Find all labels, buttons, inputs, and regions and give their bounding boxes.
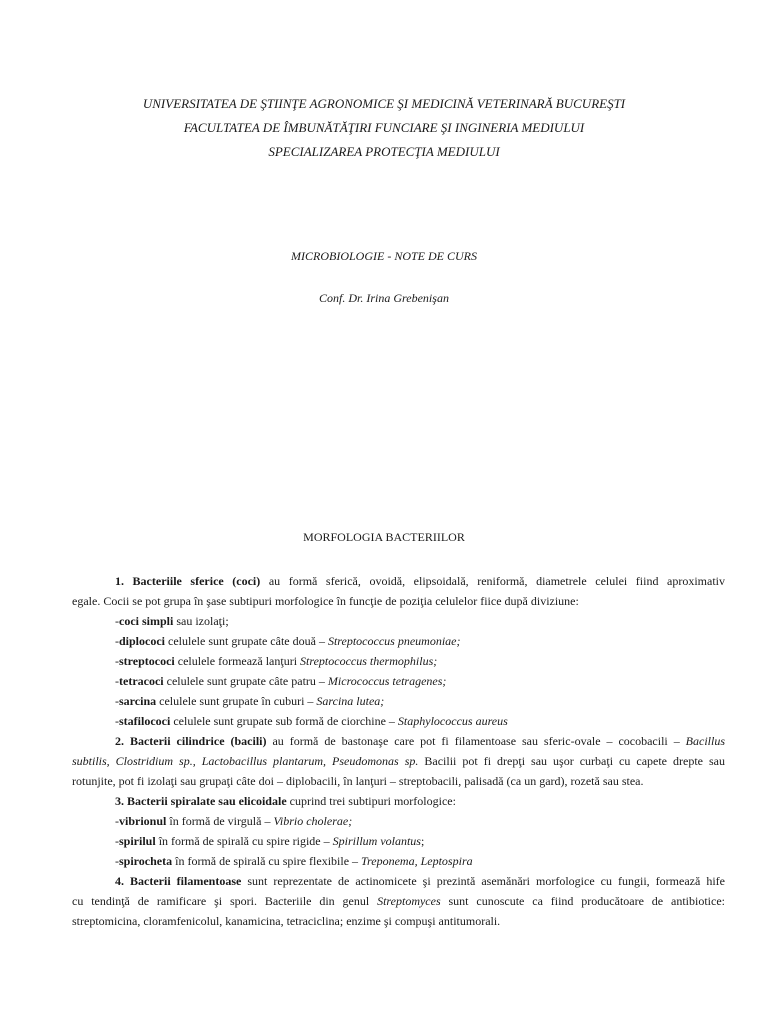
list-item: -spirocheta în formă de spirală cu spire flexibile – Treponema, Leptospira — [115, 854, 473, 868]
paragraph-3-lead: 3. Bacterii spiralate sau elicoidale — [115, 794, 287, 808]
author-name: Conf. Dr. Irina Grebenişan — [319, 291, 449, 305]
paragraph-1-text-a: au formă sferică, ovoidă, elipsoidală, reniformă, diametrele celulei fiind aproximativ — [260, 574, 726, 588]
document-body — [72, 571, 726, 931]
university-name: UNIVERSITATEA DE ŞTIINŢE AGRONOMICE ŞI MEDICINĂ VETERINARĂ BUCUREŞTI — [142, 96, 626, 111]
faculty-name: FACULTATEA DE ÎMBUNĂTĂŢIRI FUNCIARE ŞI INGINERIA MEDIULUI — [183, 120, 585, 135]
paragraph-2-line-3: rotunjite, pot fi izolaţi sau grupaţi câte doi – diplobacili, în lanţuri – streptobacili, palisadă (ca un gard), rozetă sau stea. — [72, 774, 644, 788]
course-title: MICROBIOLOGIE - NOTE DE CURS — [291, 249, 477, 263]
paragraph-4-line-1: 4. Bacterii filamentoase sunt reprezentate de actinomicete şi prezintă asemănări morfologice cu fungii, formează hife — [115, 874, 725, 888]
paragraph-4-line-2: cu tendinţă de ramificare şi spori. Bacteriile din genul Streptomyces sunt cunoscute ca fiind producătoare de antibiotice: — [72, 894, 725, 908]
list-item: -diplococi celulele sunt grupate câte două – Streptococcus pneumoniae; — [115, 634, 461, 648]
paragraph-1-text-b: egale. Cocii se pot grupa în şase subtipuri morfologice în funcţie de poziţia celulelor fiice după diviziune: — [72, 594, 579, 608]
paragraph-4-lead: 4. Bacterii filamentoase — [115, 874, 242, 888]
list-item: -spirilul în formă de spirală cu spire rigide – Spirillum volantus; — [115, 834, 425, 848]
list-item: -stafilococi celulele sunt grupate sub formă de ciorchine – Staphylococcus aureus — [115, 714, 508, 728]
list-item: -streptococi celulele formează lanţuri Streptococcus thermophilus; — [115, 654, 438, 668]
paragraph-2-line-1: 2. Bacterii cilindrice (bacili) au formă de bastonaşe care pot fi filamentoase sau sferic-ovale – cocobacili – Bacillus — [115, 734, 725, 748]
list-item: -sarcina celulele sunt grupate în cuburi – Sarcina lutea; — [115, 694, 385, 708]
paragraph-2-line-2: subtilis, Clostridium sp., Lactobacillus plantarum, Pseudomonas sp. Bacilii pot fi drepţi sau uşor curbaţi cu capete drepte sau — [72, 754, 725, 768]
specialization-name: SPECIALIZAREA PROTECŢIA MEDIULUI — [268, 144, 500, 159]
list-item: -coci simpli sau izolaţi; — [115, 614, 229, 628]
paragraph-1-line-1 — [115, 571, 725, 591]
list-item: -tetracoci celulele sunt grupate câte patru – Micrococcus tetragenes; — [115, 674, 447, 688]
list-item: -vibrionul în formă de virgulă – Vibrio cholerae; — [115, 814, 353, 828]
paragraph-4-line-3: streptomicina, cloramfenicolul, kanamicina, tetraciclina; enzime şi compuşi antitumorali. — [72, 914, 501, 928]
paragraph-2-lead: 2. Bacterii cilindrice (bacili) — [115, 734, 267, 748]
section-title: MORFOLOGIA BACTERIILOR — [303, 530, 465, 544]
paragraph-3-line-1: 3. Bacterii spiralate sau elicoidale cuprind trei subtipuri morfologice: — [115, 794, 456, 808]
paragraph-1-lead: 1. Bacteriile sferice (coci) — [115, 574, 261, 588]
institution-header — [0, 92, 768, 164]
